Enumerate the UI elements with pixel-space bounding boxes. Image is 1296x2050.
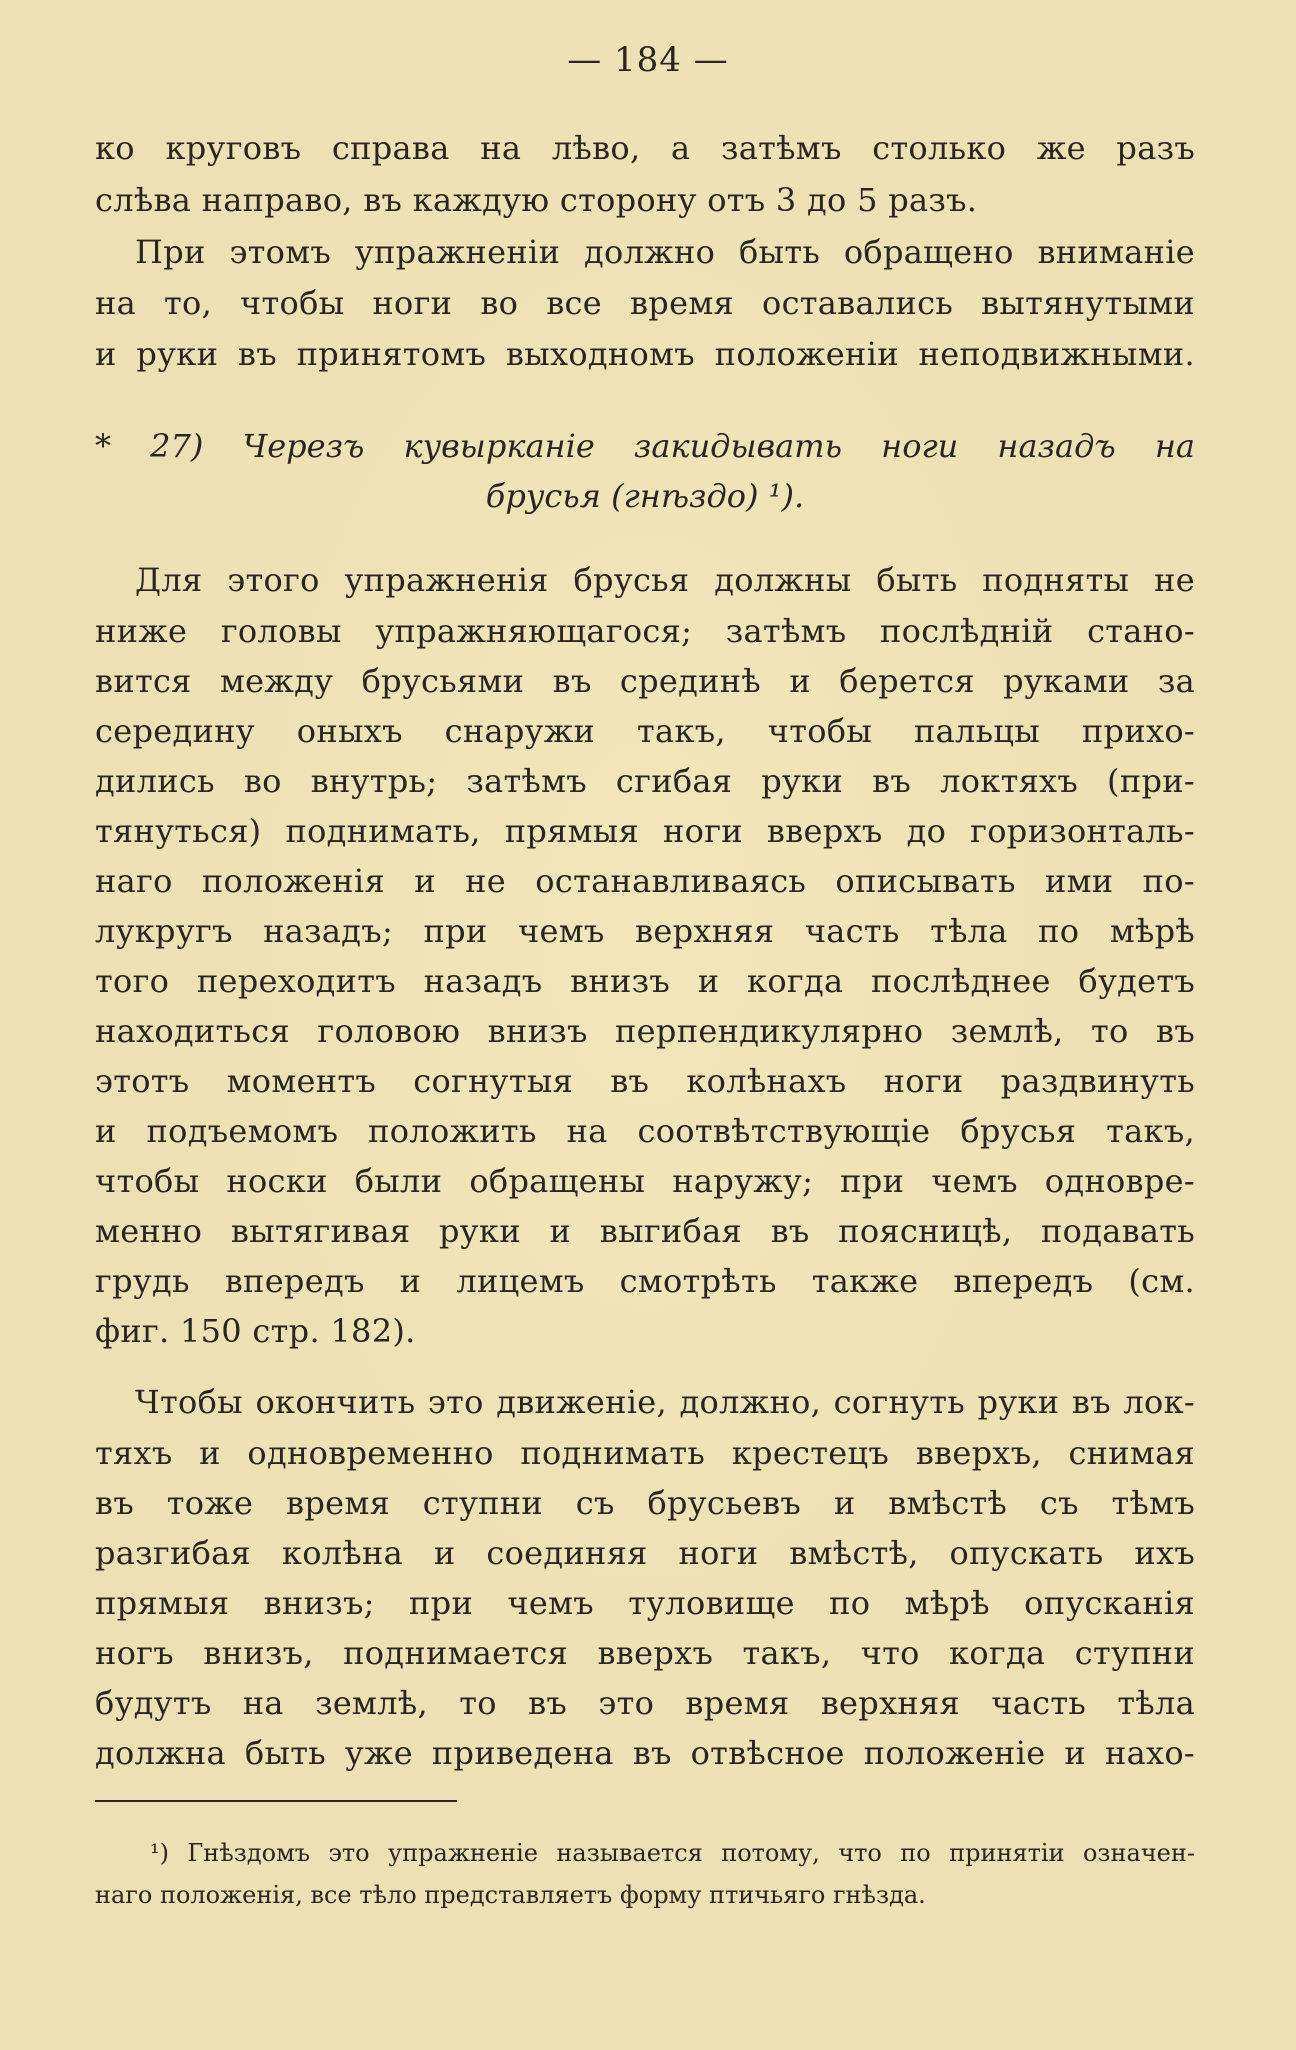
text-line: этотъ моментъ согнутыя въ колѣнахъ ноги раздвинуть [95, 1062, 1195, 1100]
text-line: ногъ внизъ, поднимается вверхъ такъ, что когда ступни [95, 1634, 1195, 1672]
text-line: середину оныхъ снаружи такъ, чтобы пальцы прихо- [95, 712, 1195, 750]
section-heading-line-1: * 27) Черезъ кувырканiе закидывать ноги назадъ на [95, 427, 1195, 465]
text-line: дились во внутрь; затѣмъ сгибая руки въ локтяхъ (при- [95, 762, 1195, 800]
footnote-line-2: наго положенiя, все тѣло представляетъ форму птичьяго гнѣзда. [95, 1881, 926, 1909]
text-line: на то, чтобы ноги во все время оставались вытянутыми [95, 284, 1195, 322]
text-line: слѣва направо, въ каждую сторону отъ 3 до 5 разъ. [95, 181, 978, 219]
text-line: грудь впередъ и лицемъ смотрѣть также впередъ (см. [95, 1262, 1195, 1300]
text-line: вится между брусьями въ срединѣ и берется руками за [95, 662, 1195, 700]
text-line: тянуться) поднимать, прямыя ноги вверхъ до горизонталь- [95, 812, 1195, 850]
footnote-line-1: ¹) Гнѣздомъ это упражненiе называется потому, что по принятiи означен- [150, 1839, 1195, 1867]
text-line: и руки въ принятомъ выходномъ положенiи неподвижными. [95, 335, 1195, 373]
text-line: того переходитъ назадъ внизъ и когда послѣднее будетъ [95, 962, 1195, 1000]
text-line: Для этого упражненiя брусья должны быть подняты не [135, 561, 1195, 599]
text-line: чтобы носки были обращены наружу; при чемъ одновре- [95, 1162, 1195, 1200]
text-line: ко круговъ справа на лѣво, а затѣмъ столько же разъ [95, 129, 1195, 167]
section-heading-line-2: брусья (гнѣздо) ¹). [485, 477, 805, 515]
page-number: — 184 — [567, 40, 729, 80]
text-line: лукругъ назадъ; при чемъ верхняя часть тѣла по мѣрѣ [95, 912, 1195, 950]
text-line: менно вытягивая руки и выгибая въ поясницѣ, подавать [95, 1212, 1195, 1250]
text-line: должна быть уже приведена въ отвѣсное положенiе и нахо- [95, 1734, 1195, 1772]
text-line: находиться головою внизъ перпендикулярно землѣ, то въ [95, 1012, 1195, 1050]
text-line: ниже головы упражняющагося; затѣмъ послѣднiй стано- [95, 612, 1195, 650]
text-line: въ тоже время ступни съ брусьевъ и вмѣстѣ съ тѣмъ [95, 1484, 1195, 1522]
text-line: и подъемомъ положить на соотвѣтствующiе брусья такъ, [95, 1112, 1195, 1150]
text-line: При этомъ упражненiи должно быть обращено вниманiе [135, 233, 1195, 271]
text-line: разгибая колѣна и соединяя ноги вмѣстѣ, опускать ихъ [95, 1534, 1195, 1572]
footnote-divider [95, 1800, 457, 1802]
text-line: тяхъ и одновременно поднимать крестецъ вверхъ, снимая [95, 1434, 1195, 1472]
text-line: наго положенiя и не останавливаясь описывать ими по- [95, 862, 1195, 900]
text-line: прямыя внизъ; при чемъ туловище по мѣрѣ опусканiя [95, 1584, 1195, 1622]
text-line: фиг. 150 стр. 182). [95, 1312, 416, 1350]
text-line: будутъ на землѣ, то въ это время верхняя часть тѣла [95, 1684, 1195, 1722]
text-line: Чтобы окончить это движенiе, должно, согнуть руки въ лок- [135, 1383, 1195, 1421]
